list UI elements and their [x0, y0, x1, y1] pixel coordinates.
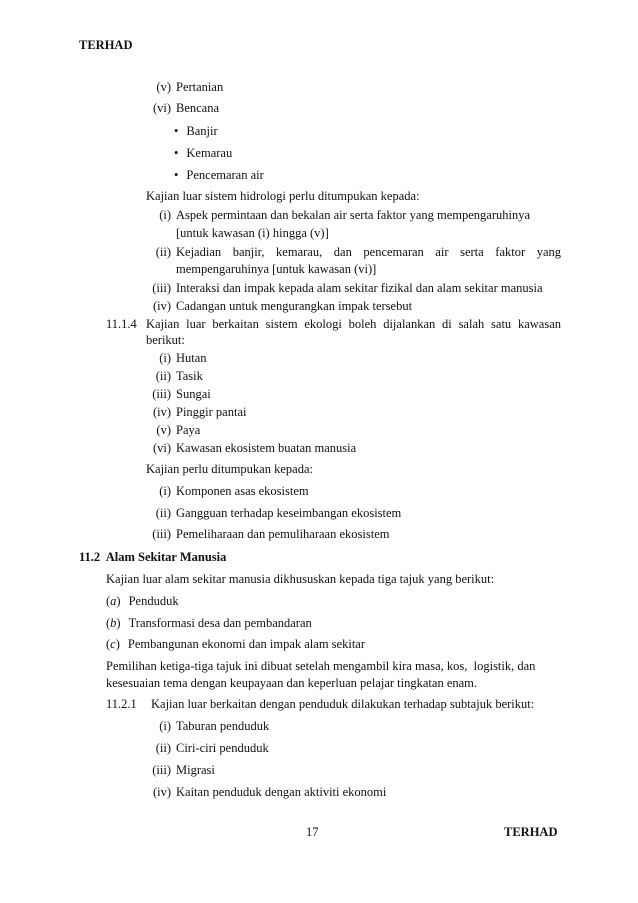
topic-item: (a) Penduduk — [106, 594, 179, 608]
list-item-text: Paya — [176, 423, 201, 437]
section-number: 11.1.4 — [106, 317, 137, 331]
list-item-text: Cadangan untuk mengurangkan impak tersebut — [176, 299, 413, 313]
list-item-number: (i) — [159, 351, 171, 365]
list-item-text: Kejadian banjir, kemarau, dan pencemaran air serta faktor yang — [176, 245, 561, 259]
topic-letter: b — [110, 616, 117, 630]
list-item — [147, 369, 203, 384]
list-item-continuation: [untuk kawasan (i) hingga (v)] — [176, 226, 329, 240]
topic-item: (b) Transformasi desa dan pembandaran — [106, 616, 312, 630]
list-item-text: Pemeliharaan dan pemuliharaan ekosistem — [176, 527, 390, 541]
topic-letter: c — [110, 637, 116, 651]
paragraph-line: kesesuaian tema dengan keupayaan dan keperluan pelajar tingkatan enam. — [106, 676, 478, 690]
list-item-text: Interaksi dan impak kepada alam sekitar fizikal dan alam sekitar manusia — [176, 281, 543, 295]
list-item-text: Bencana — [176, 101, 220, 115]
list-item — [147, 405, 246, 420]
list-item-number: (i) — [159, 484, 171, 498]
list-item — [147, 527, 389, 542]
list-item-number: (vi) — [152, 101, 171, 115]
paragraph-line: Pemilihan ketiga-tiga tajuk ini dibuat setelah mengambil kira masa, kos, logistik, dan — [106, 659, 536, 673]
list-item-number: (iv) — [152, 299, 171, 313]
topic-item: (c) Pembangunan ekonomi dan impak alam sekitar — [106, 637, 365, 651]
bullet-item — [174, 168, 264, 183]
list-item-number: (iii) — [152, 527, 171, 541]
bullet-item — [174, 146, 232, 161]
list-item — [147, 101, 219, 116]
bullet-text: Pencemaran air — [186, 168, 264, 182]
section-text-continuation: berikut: — [146, 333, 185, 347]
focus-intro: Kajian perlu ditumpukan kepada: — [146, 462, 313, 476]
list-item-text: Sungai — [176, 387, 211, 401]
topic-text: Penduduk — [128, 594, 179, 608]
list-item — [147, 387, 211, 402]
list-item-text: Pinggir pantai — [176, 405, 247, 419]
list-item — [147, 484, 309, 499]
section-text: Kajian luar berkaitan sistem ekologi boleh dijalankan di salah satu kawasan — [146, 317, 561, 331]
bullet-item — [174, 124, 218, 139]
section-number: 11.2.1 — [106, 697, 137, 711]
list-item-text: Migrasi — [176, 763, 215, 777]
footer-label: TERHAD — [504, 825, 558, 839]
bullet-icon: • — [174, 146, 179, 160]
list-item — [147, 741, 269, 756]
bullet-text: Banjir — [186, 124, 218, 138]
list-item-number: (v) — [156, 423, 171, 437]
list-item-text: Gangguan terhadap keseimbangan ekosistem — [176, 506, 402, 520]
list-item — [147, 281, 543, 296]
list-item-number: (ii) — [155, 506, 171, 520]
list-item-text: Ciri-ciri penduduk — [176, 741, 269, 755]
list-item — [147, 785, 386, 800]
list-item — [147, 299, 412, 314]
list-item-number: (iii) — [152, 281, 171, 295]
bullet-text: Kemarau — [186, 146, 233, 160]
topic-text: Transformasi desa dan pembandaran — [128, 616, 312, 630]
list-item — [147, 763, 215, 778]
list-item — [147, 208, 530, 223]
list-item-text: Pertanian — [176, 80, 224, 94]
list-item — [147, 351, 207, 366]
list-item — [147, 423, 200, 438]
hidro-intro: Kajian luar sistem hidrologi perlu ditumpukan kepada: — [146, 189, 420, 203]
list-item-text: Kaitan penduduk dengan aktiviti ekonomi — [176, 785, 387, 799]
list-item-text: Tasik — [176, 369, 203, 383]
list-item — [147, 506, 401, 521]
list-item-number: (iv) — [152, 405, 171, 419]
list-item — [147, 719, 269, 734]
list-item-text: Aspek permintaan dan bekalan air serta faktor yang mempengaruhinya — [176, 208, 531, 222]
list-item-number: (iii) — [152, 763, 171, 777]
list-item-number: (i) — [159, 208, 171, 222]
list-item-number: (ii) — [155, 369, 171, 383]
header-label: TERHAD — [79, 38, 133, 52]
bullet-icon: • — [174, 124, 179, 138]
list-item — [147, 441, 356, 456]
bullet-icon: • — [174, 168, 179, 182]
section-heading: 11.2 Alam Sekitar Manusia — [79, 550, 227, 564]
list-item-text: Taburan penduduk — [176, 719, 270, 733]
list-item-number: (ii) — [155, 245, 171, 259]
section-text: Kajian luar berkaitan dengan penduduk dilakukan terhadap subtajuk berikut: — [151, 697, 535, 711]
list-item — [147, 80, 223, 95]
list-item-number: (ii) — [155, 741, 171, 755]
section-intro: Kajian luar alam sekitar manusia dikhususkan kepada tiga tajuk yang berikut: — [106, 572, 495, 586]
list-item-number: (iv) — [152, 785, 171, 799]
topic-letter: a — [110, 594, 117, 608]
list-item-number: (vi) — [152, 441, 171, 455]
list-item-text: Komponen asas ekosistem — [176, 484, 309, 498]
list-item-text: Kawasan ekosistem buatan manusia — [176, 441, 357, 455]
list-item-number: (i) — [159, 719, 171, 733]
list-item-continuation: mempengaruhinya [untuk kawasan (vi)] — [176, 262, 377, 276]
list-item-text: Hutan — [176, 351, 207, 365]
topic-text: Pembangunan ekonomi dan impak alam sekitar — [127, 637, 365, 651]
page-number: 17 — [306, 825, 319, 839]
list-item-number: (iii) — [152, 387, 171, 401]
list-item-number: (v) — [156, 80, 171, 94]
